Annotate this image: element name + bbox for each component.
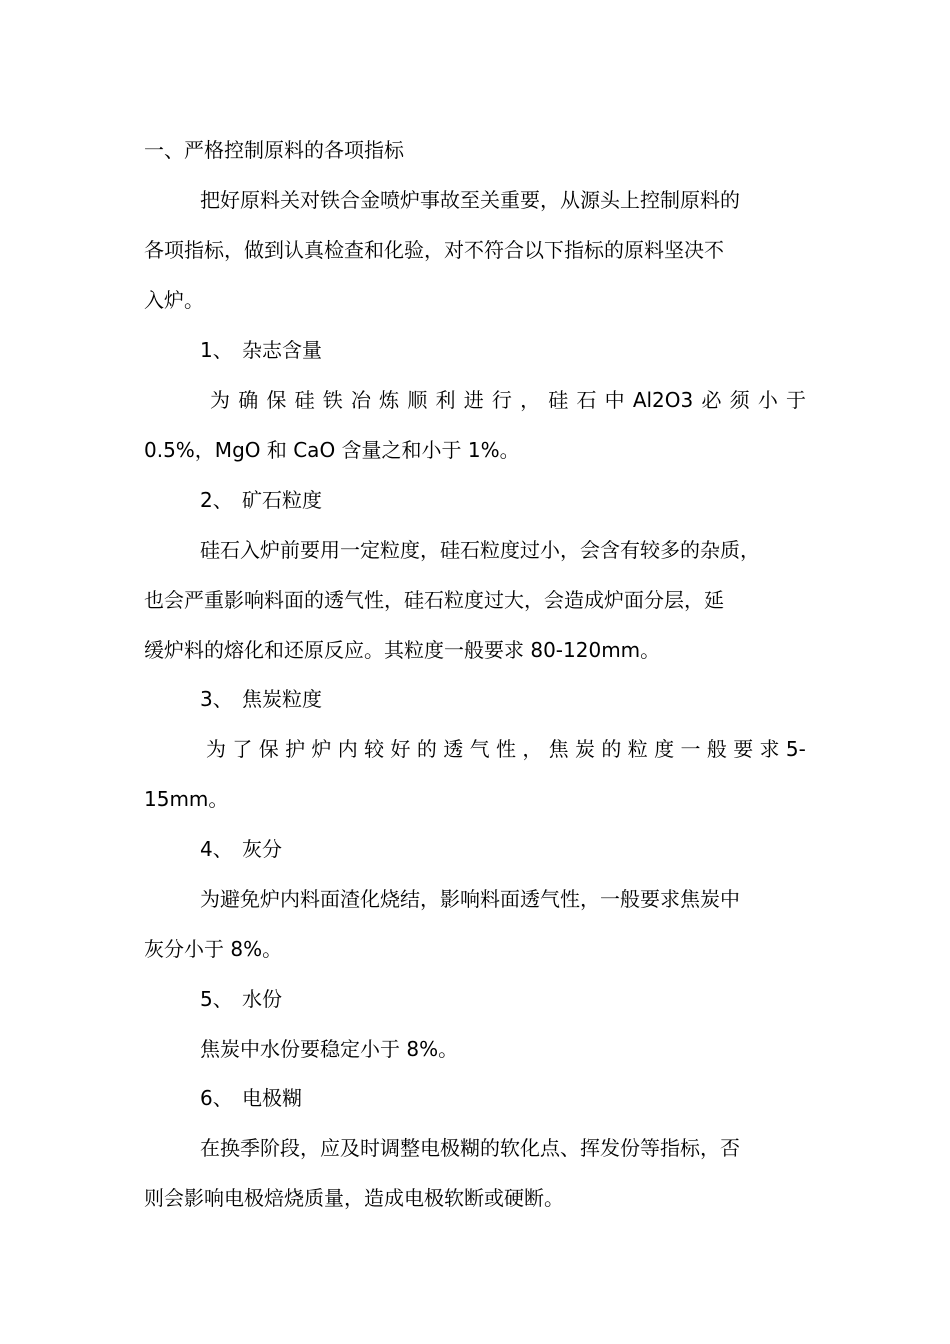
justified-glyph: 保 (266, 388, 287, 412)
justified-glyph: 确 (238, 388, 259, 412)
paragraph-line: 则会影响电极焙烧质量，造成电极软断或硬断。 (144, 1186, 564, 1210)
justified-glyph: 护 (285, 737, 306, 761)
justified-glyph: 铁 (322, 388, 343, 412)
subheading-number: 1、 (200, 338, 233, 362)
justified-glyph: 度 (654, 737, 675, 761)
justified-glyph: 了 (232, 737, 253, 761)
subheading-3 (200, 684, 806, 714)
justified-glyph: 中 (604, 388, 625, 412)
justified-glyph: ， (520, 388, 541, 412)
subheading-title: 灰分 (242, 837, 282, 861)
justified-glyph: 内 (337, 737, 358, 761)
paragraph-line: 0.5%，MgO 和 CaO 含量之和小于 1%。 (144, 438, 520, 462)
subheading-title: 焦炭粒度 (242, 687, 322, 711)
section-heading: 一、严格控制原料的各项指标 (144, 138, 404, 162)
justified-glyph: 气 (469, 737, 490, 761)
subheading-number: 2、 (200, 488, 233, 512)
justified-glyph: 焦 (548, 737, 569, 761)
justified-glyph: 的 (416, 737, 437, 761)
justified-glyph: 透 (443, 737, 464, 761)
subheading-title: 杂志含量 (242, 338, 322, 362)
justified-glyph: 炭 (575, 737, 596, 761)
justified-glyph: 进 (463, 388, 484, 412)
justified-glyph: 为 (210, 388, 230, 412)
paragraph-line: 缓炉料的熔化和还原反应。其粒度一般要求 80-120mm。 (144, 638, 661, 662)
intro-line-1: 把好原料关对铁合金喷炉事故至关重要，从源头上控制原料的 (200, 188, 740, 212)
justified-glyph: 5- (785, 737, 806, 761)
justified-glyph: 于 (786, 388, 806, 412)
intro-line-2: 各项指标，做到认真检查和化验，对不符合以下指标的原料坚决不 (144, 238, 724, 262)
subheading-5 (200, 984, 806, 1014)
subheading-4 (200, 834, 806, 864)
justified-glyph: ， (522, 737, 543, 761)
justified-glyph: 粒 (627, 737, 648, 761)
paragraph-line: 硅石入炉前要用一定粒度，硅石粒度过小，会含有较多的杂质， (200, 538, 760, 562)
justified-glyph: 的 (601, 737, 622, 761)
justified-glyph: 利 (435, 388, 456, 412)
paragraph-line: 为避免炉内料面渣化烧结，影响料面透气性，一般要求焦炭中 (200, 887, 740, 911)
justified-glyph: 冶 (350, 388, 371, 412)
justified-glyph: 保 (258, 737, 279, 761)
paragraph-line-justified (210, 385, 806, 415)
justified-glyph: 好 (390, 737, 411, 761)
justified-glyph: 性 (495, 737, 516, 761)
justified-glyph: 石 (576, 388, 597, 412)
subheading-number: 4、 (200, 837, 233, 861)
paragraph-line: 焦炭中水份要稳定小于 8%。 (200, 1037, 459, 1061)
justified-glyph: 须 (729, 388, 750, 412)
paragraph-line: 15mm。 (144, 787, 229, 811)
justified-glyph: 要 (733, 737, 754, 761)
subheading-number: 6、 (200, 1086, 233, 1110)
justified-glyph: 炼 (379, 388, 400, 412)
subheading-number: 5、 (200, 987, 233, 1011)
justified-glyph: 般 (706, 737, 727, 761)
justified-glyph: 小 (757, 388, 778, 412)
paragraph-line: 灰分小于 8%。 (144, 937, 283, 961)
justified-glyph: 较 (364, 737, 385, 761)
justified-glyph: 炉 (311, 737, 332, 761)
subheading-title: 矿石粒度 (242, 488, 322, 512)
justified-glyph: Al2O3 (632, 388, 694, 412)
paragraph-line-justified (206, 734, 806, 764)
subheading-number: 3、 (200, 687, 233, 711)
paragraph-line: 也会严重影响料面的透气性，硅石粒度过大，会造成炉面分层，延 (144, 588, 724, 612)
justified-glyph: 硅 (294, 388, 315, 412)
paragraph-line: 在换季阶段，应及时调整电极糊的软化点、挥发份等指标，否 (200, 1136, 740, 1160)
justified-glyph: 为 (206, 737, 226, 761)
justified-glyph: 必 (701, 388, 722, 412)
subheading-1 (200, 335, 806, 365)
justified-glyph: 一 (680, 737, 701, 761)
justified-glyph: 求 (759, 737, 780, 761)
subheading-6 (200, 1083, 806, 1113)
subheading-title: 电极糊 (242, 1086, 302, 1110)
subheading-2 (200, 485, 806, 515)
subheading-title: 水份 (242, 987, 282, 1011)
justified-glyph: 行 (491, 388, 512, 412)
justified-glyph: 硅 (548, 388, 569, 412)
justified-glyph: 顺 (407, 388, 428, 412)
intro-line-3: 入炉。 (144, 288, 204, 312)
